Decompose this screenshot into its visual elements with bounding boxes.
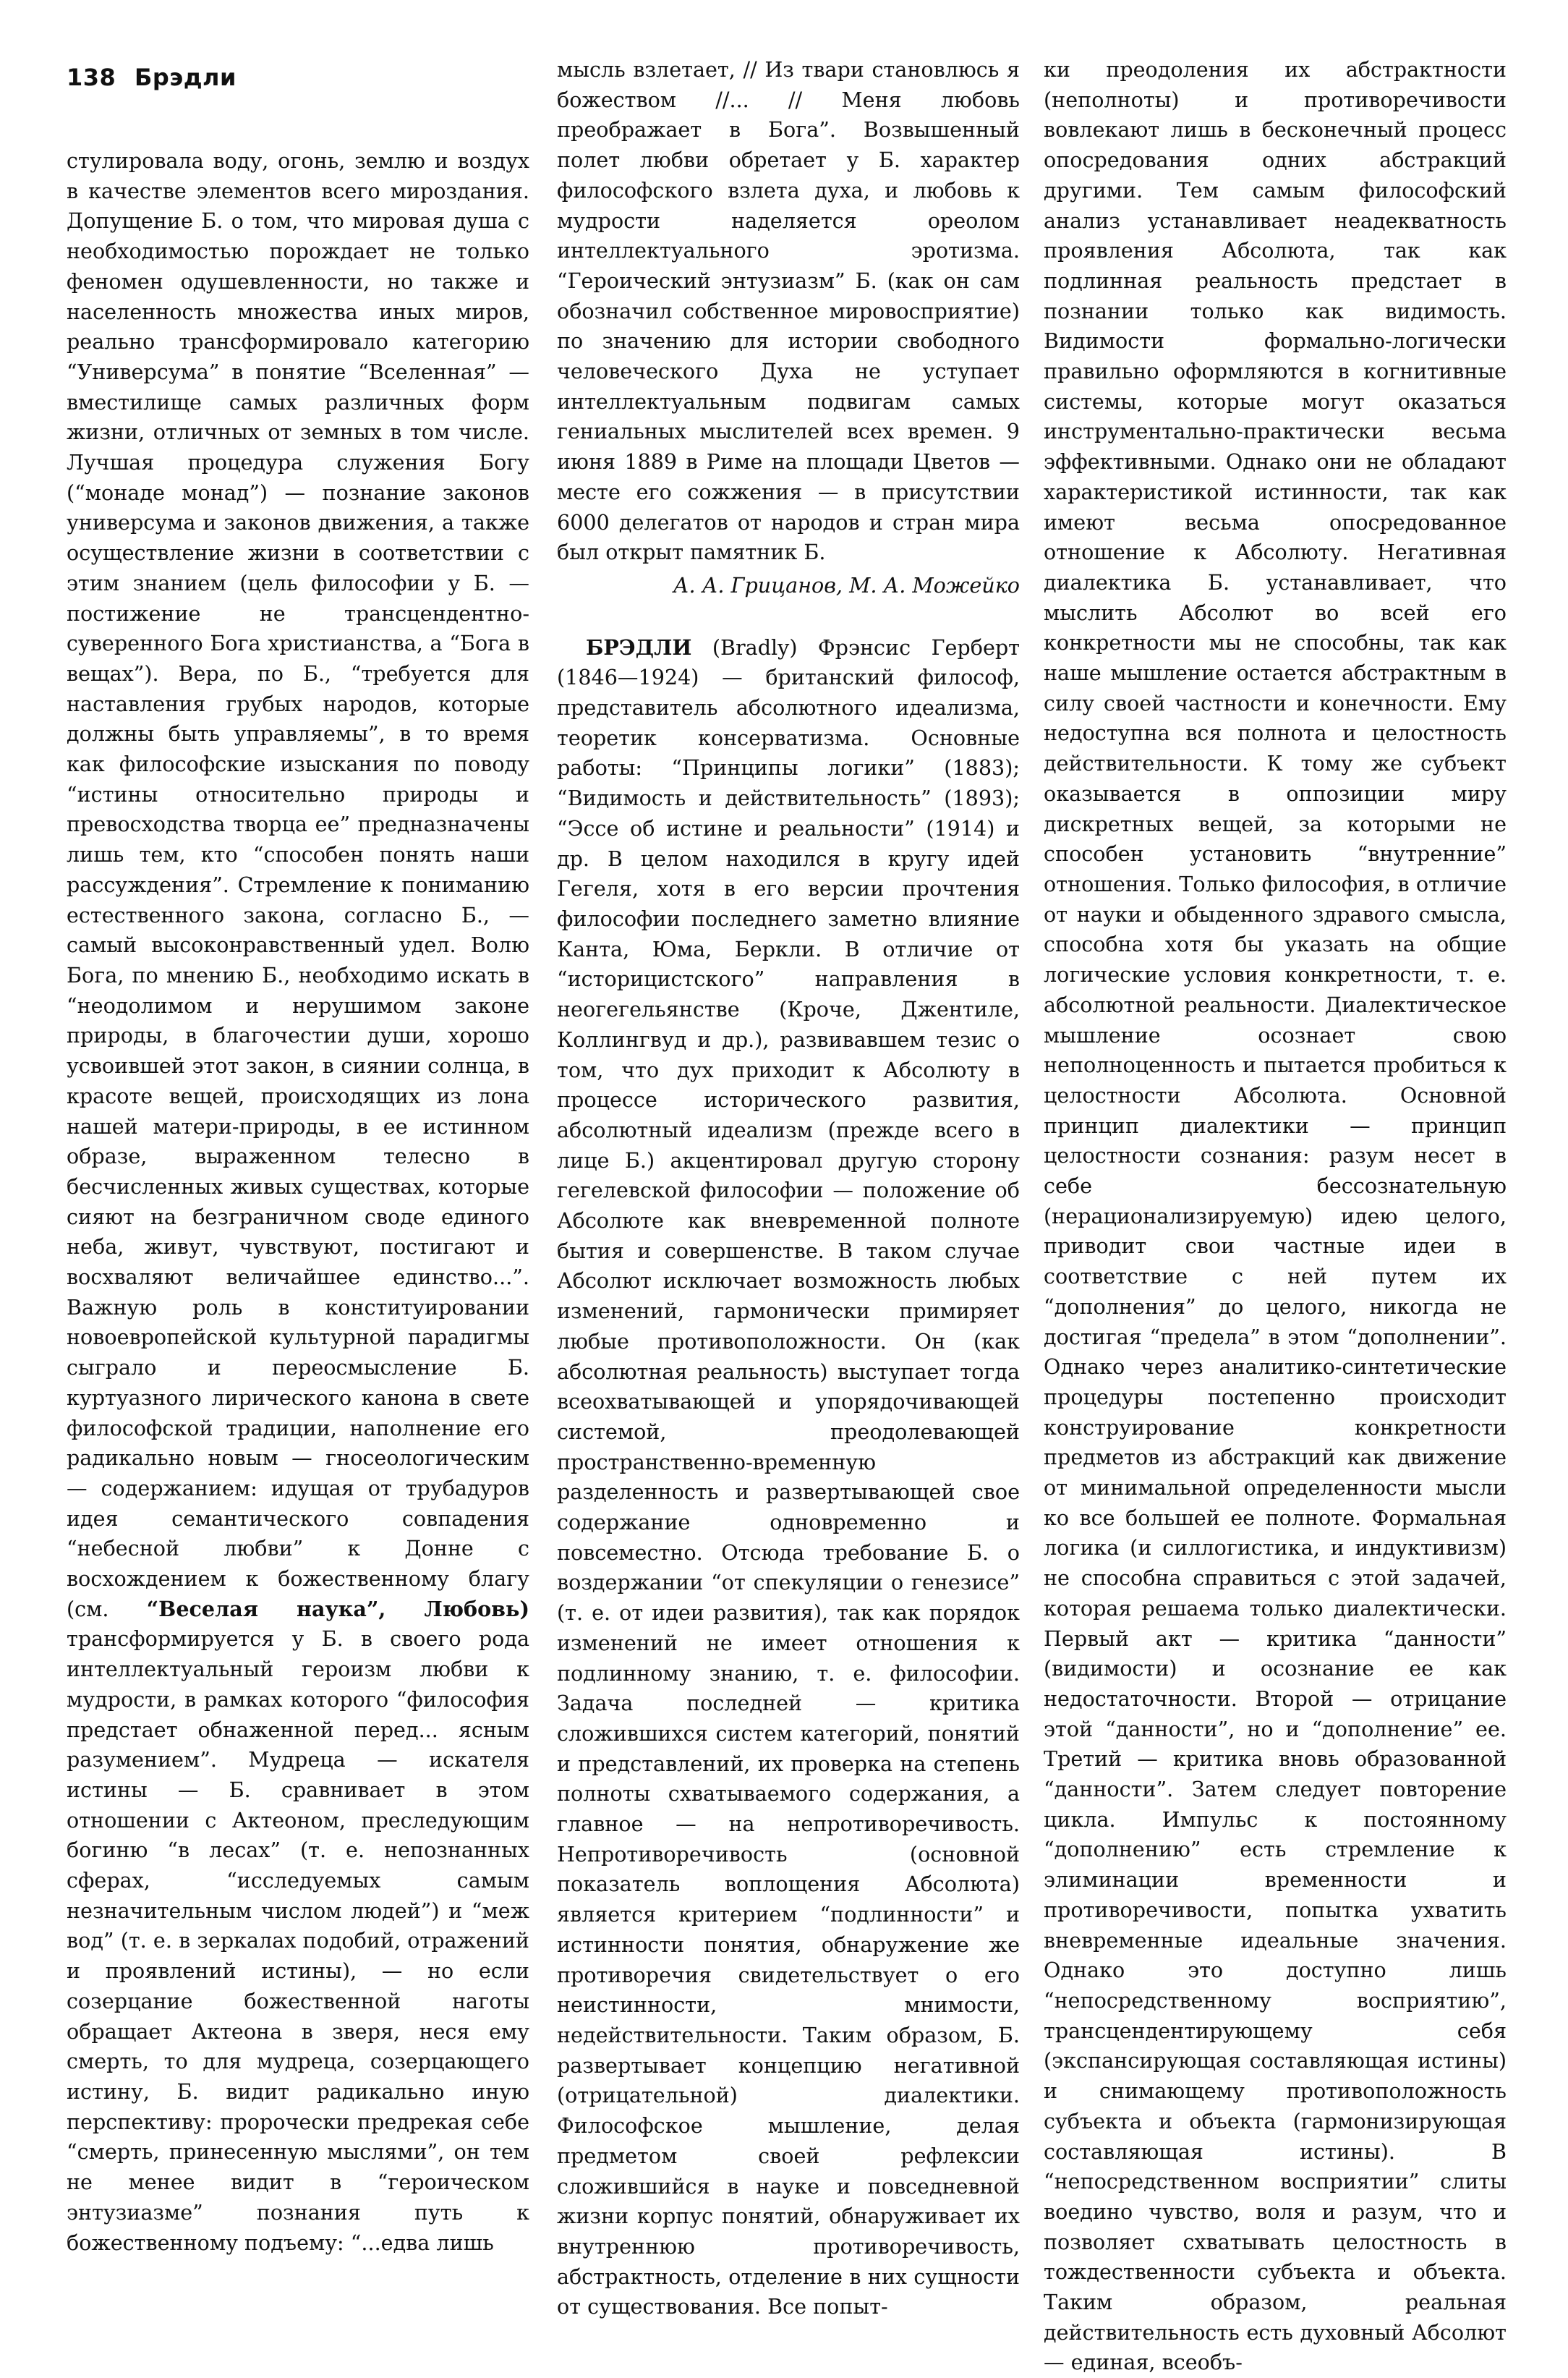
text-paragraph [1044, 55, 1507, 2378]
text-run: мысль взлетает, // Из твари становлюсь я божеством //... // Меня любовь преображает в Бога”. Возвышенный полет любви обретает у Б. характер философского взлета духа, и любовь к мудрости наделяется ореолом интеллектуального эротизма. “Героический энтузиазм” Б. (как он сам обозначил собственное мировосприятие) по значению для истории свободного человеческого Духа не уступает интеллектуальным подвигам самых гениальных мыслителей всех времен. 9 июня 1889 в Риме на площади Цветов — месте его сожжения — в присутствии 6000 делегатов от народов и стран мира был открыт памятник Б. [557, 57, 1020, 565]
text-paragraph [67, 146, 529, 2258]
text-run: ки преодоления их абстрактности (неполноты) и противоречивости вовлекают лишь в бесконечный процесс опосредования одних абстракций другими. Тем самым философский анализ устанавливает неадекватность проявления Абсолюта, так как подлинная реальность предстает в познании только как видимость. Видимости формально-логически правильно оформляются в когнитивные системы, которые могут оказаться инструментально-практически весьма эффективными. Однако они не обладают характеристикой истинности, так как имеют весьма опосредованное отношение к Абсолюту. Негативная диалектика Б. устанавливает, что мыслить Абсолют во всей его конкретности мы не способны, так как наше мышление остается абстрактным в силу своей частности и конечности. Ему недоступна вся полнота и целостность действительности. К тому же субъект оказывается в оппозиции миру дискретных вещей, за которыми не способен установить “внутренние” отношения. Только философия, в отличие от науки и обыденного здравого смысла, способна хотя бы указать на общие логические условия конкретности, т. е. абсолютной реальности. Диалектическое мышление осознает свою неполноценность и пытается пробиться к целостности Абсолюта. Основной принцип диалектики — принцип целостности сознания: разум несет в себе бессознательную (нерационализируемую) идею целого, приводит свои частные идеи в соответствие с ней путем их “дополнения” до целого, никогда не достигая “предела” в этом “дополнении”. Однако через аналитико-синтетические процедуры постепенно происходит конструирование конкретности предметов из абстракций как движение от минимальной определенности мысли ко все большей ее полноте. Формальная логика (и силлогистика, и индуктивизм) не способна справиться с этой задачей, которая решаема только диалектически. Первый акт — критика “данности” (видимости) и осознание ее как недостаточности. Второй — отрицание этой “данности”, но и “дополнение” ее. Третий — критика вновь образованной “данности”. Затем следует повторение цикла. Импульс к постоянному “дополнению” есть стремление к элиминации временности и противоречивости, попытка ухватить вневременные идеальные значения. Однако это доступно лишь “непосредственному восприятию”, трансцендентирующему себя (экспансирующая составляющая истины) и снимающему противоположность субъекта и объекта (гармонизирующая составляющая истины). В “непосредственном восприятии” слиты воедино чувство, воля и разум, что и позволяет схватывать целостность в тождественности субъекта и объекта. Таким образом, реальная действительность есть духовный Абсолют — единая, всеобъ- [1044, 57, 1507, 2375]
text-paragraph [557, 55, 1020, 568]
running-header [67, 64, 237, 91]
text-run: стулировала воду, огонь, землю и воздух в качестве элементов всего мироздания. Допущение Б. о том, что мировая душа с необходимостью порождает не только феномен одушевленности, но также и населенность множества иных миров, реально трансформировало категорию “Универсума” в понятие “Вселенная” — вместилище самых различных форм жизни, отличных от земных в том числе. Лучшая процедура служения Богу (“монаде монад”) — познание законов универсума и законов движения, а также осуществление жизни в соответствии с этим знанием (цель философии у Б. — постижение не трансцендентно-суверенного Бога христианства, а “Бога в вещах”). Вера, по Б., “требуется для наставления грубых народов, которые должны быть управляемы”, в то время как философские изыскания по поводу “истины относительно природы и превосходства творца ее” предназначены лишь тем, кто “способен понять наши рассуждения”. Стремление к пониманию естественного закона, согласно Б., — самый высоконравственный удел. Волю Бога, по мнению Б., необходимо искать в “неодолимом и нерушимом законе природы, в благочестии души, хорошо усвоившей этот закон, в сиянии солнца, в красоте вещей, происходящих из лона нашей матери-природы, в ее истинном образе, выраженном телесно в бесчисленных живых существах, которые сияют на безграничном своде единого неба, живут, чувствуют, постигают и восхваляют величайшее единство...”. Важную роль в конституировании новоевропейской культурной парадигмы сыграло и переосмысление Б. куртуазного лирического канона в свете философской традиции, наполнение его радикально новым — гносеологическим — содержанием: идущая от трубадуров идея семантического совпадения “небесной любви” к Донне с восхождением к божественному благу (см. [67, 148, 529, 1621]
bold-term: “Веселая наука”, Любовь) [146, 1596, 529, 1621]
text-column-1 [67, 146, 529, 2258]
running-head-title: Брэдли [134, 64, 237, 91]
page-number: 138 [67, 64, 116, 91]
text-run: трансформируется у Б. в своего рода интеллектуальный героизм любви к мудрости, в рамках которого “философия предстает обнаженной перед... ясным разумением”. Мудреца — искателя истины — Б. сравнивает в этом отношении с Актеоном, преследующим богиню “в лесах” (т. е. непознанных сферах, “исследуемых самым незначительным числом людей”) и “меж вод” (т. е. в зеркалах подобий, отражений и проявлений истины), — но если созерцание божественной наготы обращает Актеона в зверя, неся ему смерть, то для мудреца, созерцающего истину, Б. видит радикально иную перспективу: пророчески предрекая себе “смерть, принесенную мыслями”, он тем не менее видит в “героическом энтузиазме” познания путь к божественному подъему: “...едва лишь [67, 1626, 529, 2255]
author-signature: А. А. Грицанов, М. А. Можейко [673, 572, 1020, 598]
text-paragraph [557, 633, 1020, 2322]
text-column-3 [1044, 55, 1507, 2378]
text-run: (Bradly) Фрэнсис Герберт (1846—1924) — британский философ, представитель абсолютного идеализма, теоретик консерватизма. Основные работы: “Принципы логики” (1883); “Видимость и действительность” (1893); “Эссе об истине и реальности” (1914) и др. В целом находился в кругу идей Гегеля, хотя в его версии прочтения философии последнего заметно влияние Канта, Юма, Беркли. В отличие от “историцистского” направления в неогегельянстве (Кроче, Джентиле, Коллингвуд и др.), развивавшем тезис о том, что дух приходит к Абсолюту в процессе исторического развития, абсолютный идеализм (прежде всего в лице Б.) акцентировал другую сторону гегелевской философии — положение об Абсолюте как вневременной полноте бытия и совершенстве. В таком случае Абсолют исключает возможность любых изменений, гармонически примиряет любые противоположности. Он (как абсолютная реальность) выступает тогда всеохватывающей и упорядочивающей системой, преодолевающей пространственно-временную разделенность и развертывающей свое содержание одновременно и повсеместно. Отсюда требование Б. о воздержании “от спекуляции о генезисе” (т. е. от идеи развития), так как порядок изменений не имеет отношения к подлинному знанию, т. е. философии. Задача последней — критика сложившихся систем категорий, понятий и представлений, их проверка на степень полноты схватываемого содержания, а главное — на непротиворечивость. Непротиворечивость (основной показатель воплощения Абсолюта) является критерием “подлинности” и истинности понятия, обнаружение же противоречия свидетельствует о его неистинности, мнимости, недействительности. Таким образом, Б. развертывает концепцию негативной (отрицательной) диалектики. Философское мышление, делая предметом своей рефлексии сложившийся в науке и повседневной жизни корпус понятий, обнаруживает их внутреннюю противоречивость, абстрактность, отделение в них сущности от существования. Все попыт- [557, 634, 1020, 2319]
text-column-2 [557, 55, 1020, 2322]
bold-term: БРЭДЛИ [586, 634, 692, 660]
